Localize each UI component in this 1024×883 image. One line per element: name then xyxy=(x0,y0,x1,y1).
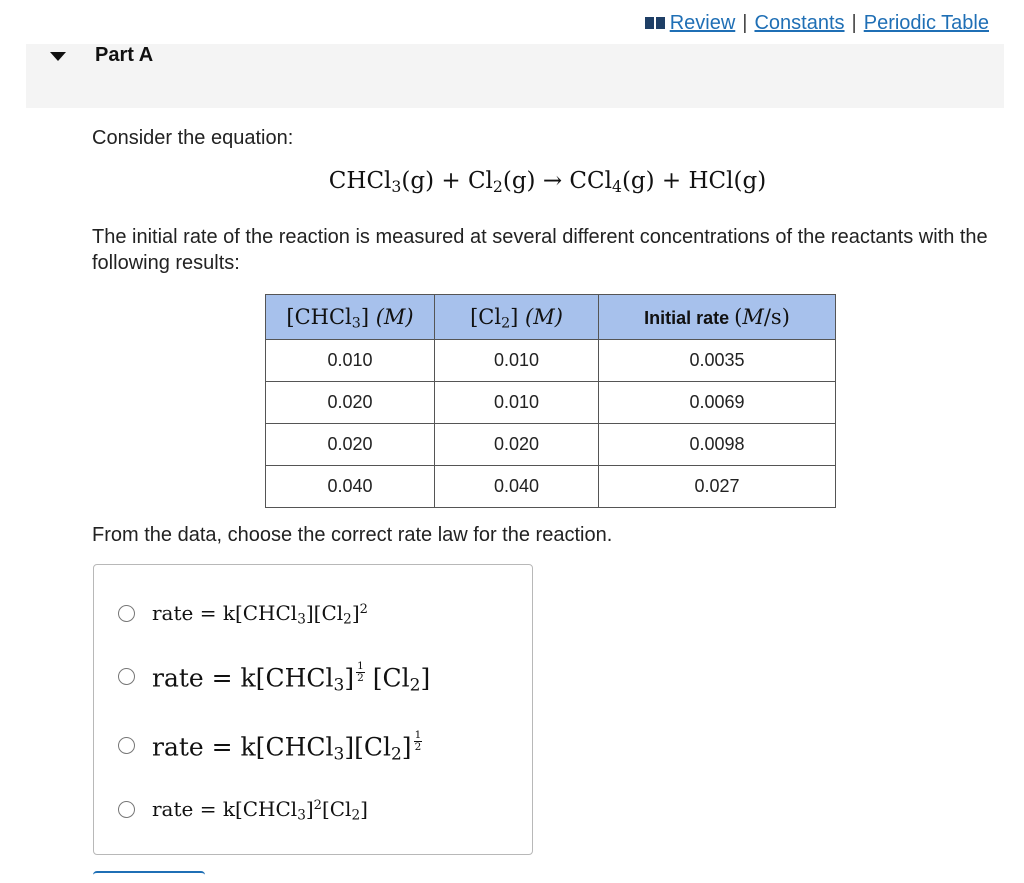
table-cell: 0.0098 xyxy=(599,424,836,466)
radio-button[interactable] xyxy=(118,668,135,685)
review-link[interactable]: Review xyxy=(669,12,736,34)
table-cell: 0.020 xyxy=(435,424,599,466)
rate-data-table xyxy=(265,294,836,508)
answer-option-2[interactable] xyxy=(118,660,431,696)
intro-text: Consider the equation: xyxy=(92,127,294,149)
rate-law-expression: rate = $k[CHCl_3][Cl_2]^2$ xyxy=(152,601,368,628)
table-cell: 0.040 xyxy=(435,466,599,508)
answer-option-1[interactable] xyxy=(118,601,368,628)
radio-button[interactable] xyxy=(118,801,135,818)
periodic-table-link[interactable]: Periodic Table xyxy=(863,12,989,34)
table-row xyxy=(266,340,836,382)
rate-law-expression: rate = $k[CHCl_3][Cl_2]$ $\frac{1}{2}$ xyxy=(152,729,422,765)
table-header-row xyxy=(266,295,836,340)
prompt-text: From the data, choose the correct rate law for the reaction. xyxy=(92,524,613,546)
table-row xyxy=(266,424,836,466)
radio-button[interactable] xyxy=(118,605,135,622)
header-chcl3: [CHCl$_3$] (M) xyxy=(266,295,435,340)
book-icon xyxy=(644,15,666,31)
table-cell: 0.020 xyxy=(266,424,435,466)
table-cell: 0.010 xyxy=(266,340,435,382)
chemical-equation: CHCl$_3$(g) + $Cl_2(g) \to CCl_4(g) + HCl(g)$ xyxy=(328,168,767,196)
answer-choices xyxy=(93,564,533,855)
link-separator: | xyxy=(851,12,857,34)
part-header xyxy=(26,44,1004,108)
part-title: Part A xyxy=(95,44,154,66)
header-cl2: $[Cl_2]$ (M) xyxy=(435,295,599,340)
link-separator: | xyxy=(742,12,748,34)
submit-button-edge[interactable] xyxy=(93,871,205,883)
table-cell: 0.0069 xyxy=(599,382,836,424)
table-cell: 0.020 xyxy=(266,382,435,424)
collapse-caret-icon[interactable] xyxy=(50,52,66,61)
table-row xyxy=(266,382,836,424)
table-cell: 0.010 xyxy=(435,382,599,424)
question-text: The initial rate of the reaction is measured at several different concentrations of the reactants with the following results: xyxy=(92,226,988,274)
table-cell: 0.040 xyxy=(266,466,435,508)
table-cell: 0.027 xyxy=(599,466,836,508)
rate-law-expression: rate = $k[CHCl_3]^2[Cl_2]$ xyxy=(152,797,368,824)
answer-option-4[interactable] xyxy=(118,797,368,824)
resource-links xyxy=(644,12,989,35)
answer-option-3[interactable] xyxy=(118,729,422,765)
radio-button[interactable] xyxy=(118,737,135,754)
table-row xyxy=(266,466,836,508)
rate-law-expression: rate = k[CHCl$_3$] $\frac{1}{2}$ $[Cl_2]$ xyxy=(152,660,431,696)
table-cell: 0.010 xyxy=(435,340,599,382)
constants-link[interactable]: Constants xyxy=(754,12,845,34)
table-cell: 0.0035 xyxy=(599,340,836,382)
header-initial-rate: Initial rate (M/s) xyxy=(599,295,836,340)
